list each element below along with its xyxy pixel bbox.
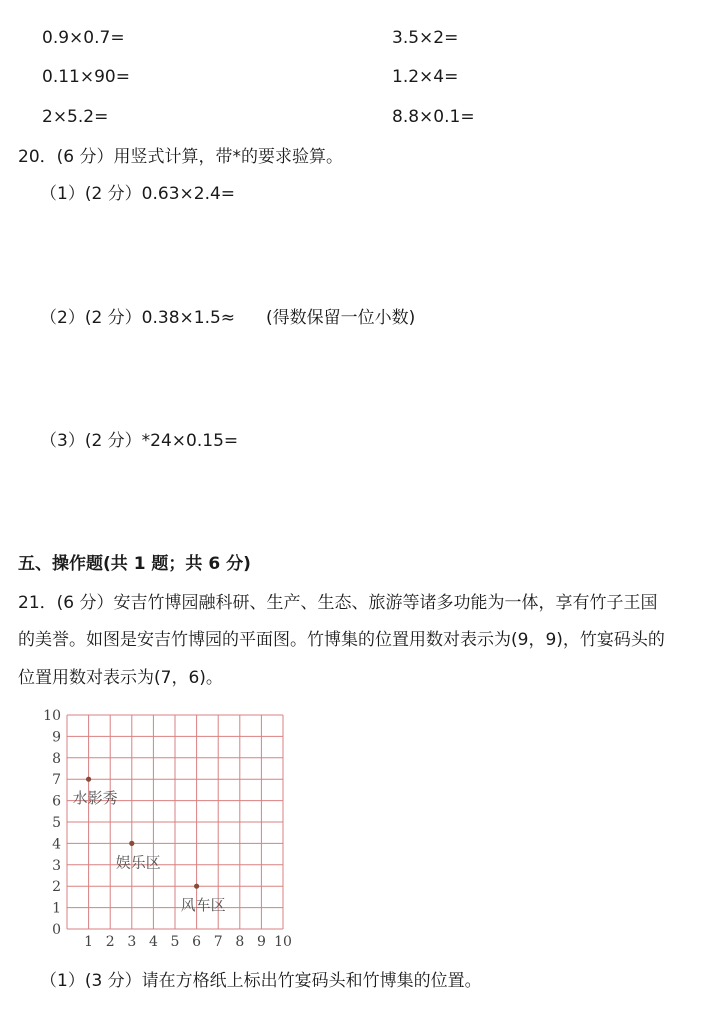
problem-1-left: 0.11×90=: [42, 67, 130, 87]
problem-2-left: 2×5.2=: [42, 107, 109, 127]
q20-sub3: （3）(2 分）*24×0.15=: [40, 431, 239, 451]
x-tick-label: 7: [213, 934, 223, 950]
y-tick-label: 4: [52, 836, 61, 853]
x-tick-label: 5: [170, 934, 180, 950]
q21-line3: 位置用数对表示为(7，6)。: [18, 668, 223, 688]
y-tick-label: 10: [43, 708, 61, 724]
point-label: 娱乐区: [115, 853, 161, 872]
point-marker: [86, 777, 91, 782]
problem-2-right: 8.8×0.1=: [392, 107, 475, 127]
problem-0-left: 0.9×0.7=: [42, 28, 125, 48]
x-tick-label: 1: [84, 934, 94, 950]
q21-line2: 的美誉。如图是安吉竹博园的平面图。竹博集的位置用数对表示为(9，9)，竹宴码头的: [18, 630, 665, 650]
q20-title: 20．(6 分）用竖式计算，带*的要求验算。: [18, 147, 343, 167]
problem-0-right: 3.5×2=: [392, 28, 459, 48]
q21-sub1: （1）(3 分）请在方格纸上标出竹宴码头和竹博集的位置。: [40, 971, 482, 991]
x-tick-label: 8: [235, 934, 245, 950]
x-tick-label: 4: [148, 934, 158, 950]
point-marker: [194, 884, 199, 889]
y-tick-label: 8: [52, 750, 61, 767]
y-tick-label: 6: [52, 793, 61, 810]
x-tick-label: 10: [274, 934, 292, 950]
y-tick-label: 3: [52, 857, 61, 874]
y-tick-label: 9: [52, 729, 61, 746]
section5-title: 五、操作题(共 1 题；共 6 分): [18, 554, 251, 574]
x-tick-label: 9: [256, 934, 266, 950]
point-label: 风车区: [180, 896, 226, 915]
q21-line1: 21．(6 分）安吉竹博园融科研、生产、生态、旅游等诸多功能为一体，享有竹子王国: [18, 593, 658, 613]
y-tick-label: 2: [52, 879, 61, 896]
point-label: 水影秀: [72, 789, 118, 808]
q20-sub2-note: (得数保留一位小数): [266, 308, 416, 328]
point-marker: [129, 841, 134, 846]
x-tick-label: 6: [192, 934, 202, 950]
x-tick-label: 2: [105, 934, 115, 950]
origin-label: 0: [52, 922, 61, 938]
x-tick-label: 3: [127, 934, 137, 950]
y-tick-label: 1: [52, 900, 61, 917]
problem-1-right: 1.2×4=: [392, 67, 459, 87]
y-tick-label: 7: [52, 772, 61, 789]
y-tick-label: 5: [52, 815, 61, 831]
q20-sub1: （1）(2 分）0.63×2.4=: [40, 184, 236, 204]
q20-sub2: （2）(2 分）0.38×1.5≈: [40, 308, 236, 328]
